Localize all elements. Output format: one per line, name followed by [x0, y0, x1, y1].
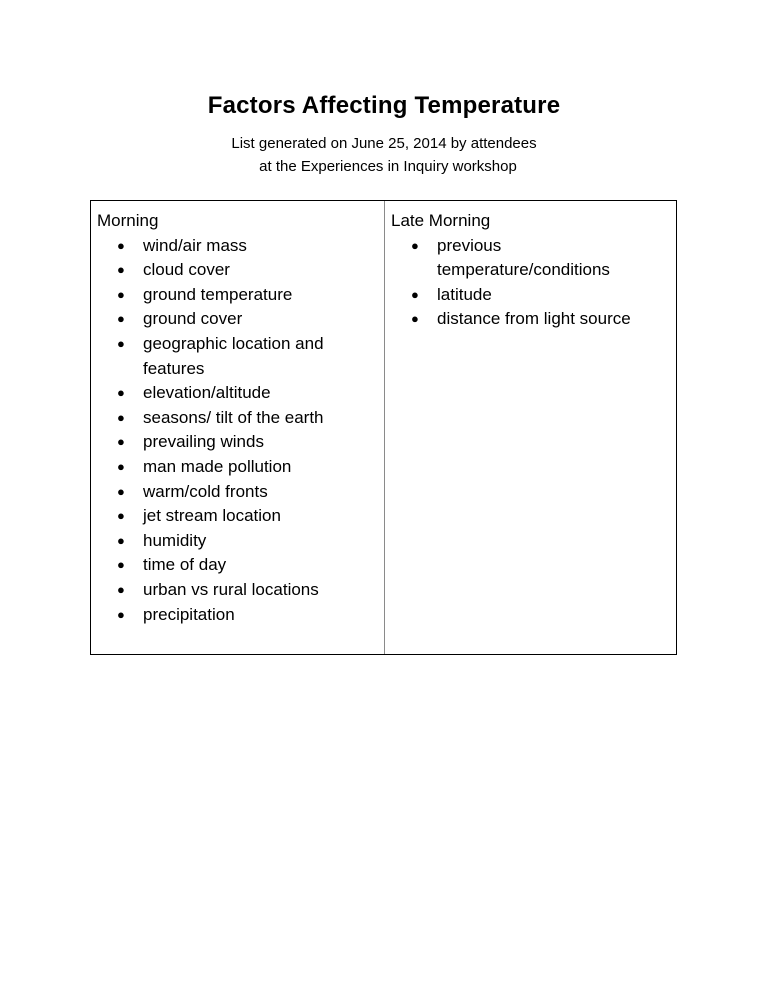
- document-subtitle: [0, 132, 768, 178]
- late-morning-heading: Late Morning: [391, 211, 491, 230]
- list-item-text: elevation/altitude: [143, 383, 271, 403]
- list-item-text: ground cover: [143, 309, 243, 329]
- list-item: [97, 307, 378, 332]
- list-item-text: man made pollution: [143, 456, 292, 476]
- list-item-text: cloud cover: [143, 260, 230, 280]
- bullet-icon: ●: [117, 557, 125, 573]
- subtitle-line-1: List generated on June 25, 2014 by attendees: [231, 135, 537, 152]
- list-item-text: seasons/ tilt of the earth: [143, 407, 324, 427]
- morning-list: [97, 234, 378, 628]
- bullet-icon: ●: [117, 311, 125, 327]
- subtitle-line-2: at the Experiences in Inquiry workshop: [259, 158, 517, 175]
- bullet-icon: ●: [117, 286, 125, 302]
- bullet-icon: ●: [411, 311, 419, 327]
- bullet-icon: ●: [411, 237, 419, 253]
- list-item-text: time of day: [143, 555, 227, 575]
- list-item: [97, 332, 378, 381]
- factors-table: [90, 200, 677, 655]
- bullet-icon: ●: [117, 335, 125, 351]
- bullet-icon: ●: [117, 434, 125, 450]
- list-item: [97, 455, 378, 480]
- list-item-text: latitude: [437, 284, 492, 304]
- list-item-text: previous temperature/conditions: [437, 235, 610, 280]
- late-morning-list: [391, 234, 670, 332]
- list-item: [97, 504, 378, 529]
- list-item: [97, 553, 378, 578]
- bullet-icon: ●: [117, 606, 125, 622]
- list-item: [97, 234, 378, 259]
- list-item-text: humidity: [143, 530, 207, 550]
- bullet-icon: ●: [117, 458, 125, 474]
- list-item: [97, 283, 378, 308]
- bullet-icon: ●: [117, 581, 125, 597]
- list-item: [391, 283, 670, 308]
- bullet-icon: ●: [117, 508, 125, 524]
- list-item: [97, 529, 378, 554]
- list-item: [97, 480, 378, 505]
- list-item: [97, 578, 378, 603]
- document-title: Factors Affecting Temperature: [207, 92, 561, 119]
- list-item: [391, 234, 670, 283]
- bullet-icon: ●: [117, 532, 125, 548]
- bullet-icon: ●: [411, 286, 419, 302]
- list-item: [97, 430, 378, 455]
- list-item: [97, 406, 378, 431]
- morning-heading: Morning: [97, 211, 159, 230]
- bullet-icon: ●: [117, 409, 125, 425]
- bullet-icon: ●: [117, 483, 125, 499]
- list-item-text: wind/air mass: [143, 235, 247, 255]
- list-item-text: distance from light source: [437, 309, 631, 329]
- list-item-text: prevailing winds: [143, 432, 264, 452]
- list-item-text: precipitation: [143, 604, 235, 624]
- list-item-text: geographic location and features: [143, 333, 324, 378]
- bullet-icon: ●: [117, 237, 125, 253]
- bullet-icon: ●: [117, 262, 125, 278]
- morning-column: [91, 201, 385, 654]
- list-item: [97, 603, 378, 628]
- list-item: [391, 307, 670, 332]
- bullet-icon: ●: [117, 385, 125, 401]
- list-item: [97, 258, 378, 283]
- late-morning-column: [385, 201, 676, 654]
- list-item-text: jet stream location: [143, 506, 281, 526]
- list-item-text: ground temperature: [143, 284, 293, 304]
- list-item-text: warm/cold fronts: [143, 481, 268, 501]
- list-item: [97, 381, 378, 406]
- list-item-text: urban vs rural locations: [143, 579, 319, 599]
